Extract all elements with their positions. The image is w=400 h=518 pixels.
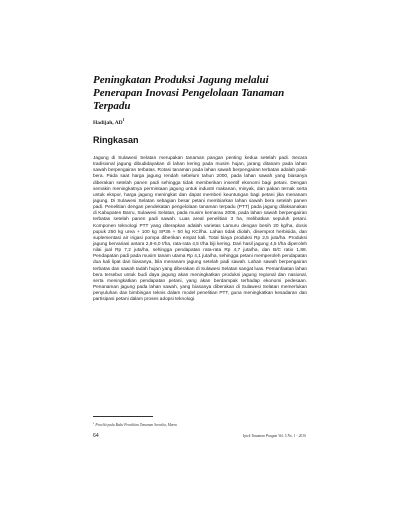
footnote: [93, 421, 177, 427]
footnote-mark: 1: [93, 421, 95, 425]
page-number: 64: [93, 433, 99, 439]
article-author: [93, 117, 125, 126]
author-name: Hadijah, AD: [93, 119, 123, 126]
footnote-divider: [93, 416, 153, 417]
journal-citation: Iptek Tanaman Pangan Vol. 5 No. 1 - 2010: [243, 434, 306, 438]
article-title: Peningkatan Produksi Jagung melalui Penerapan Inovasi Pengelolaan Tanaman Terpadu: [93, 74, 285, 112]
abstract-paragraph: Jagung di Sulawesi Selatan merupakan tanaman pangan penting kedua setelah padi. Secara tradisional jagung dibudidayakan di lahan kering pada musim hujan, jarang ditanam pada lahan sawah berpengairan terbatas. Rotasi tanaman pada lahan sawah berpengairan terbatas adalah padi-bera. Pada saat harga jagung rendah sebelum tahun 2000, pada lahan sawah yang biasanya diberakan setelah panen padi sehingga tidak memberikan insentif ekonomi bagi petani. Dengan semakin meningkatnya permintaan jagung untuk industri makanan, minyak, dan pakan ternak serta untuk ekspor, harga jagung meningkat dan dapat memberi keuntungan bagi petani jika menanam jagung. Di Sulawesi Selatan sebagian besar petani membiarkan lahan sawah bera setelah panen padi. Penelitian dengan pendekatan pengelolaan tanaman terpadu (PTT) pada jagung dilaksanakan di Kabupaten Barru, Sulawesi Selatan, pada musim kemarau 2006, pada lahan sawah berpengairan terbatas setelah panen padi sawah. Luas areal penelitian 3 ha, melibatkan sepuluh petani. Komponen teknologi PTT yang diterapkan adalah varietas Lamuru dengan benih 20 kg/ha, dosis pupuk 250 kg urea + 100 kg SP36 + 50 kg KCl/ha. Lahan tidak diolah, disemprot herbisida, dan suplementasi air irigasi pompa diberikan empat kali. Total biaya produksi Rp 2,5 juta/ha. Produksi jagung bervariasi antara 2,8-6,0 t/ha, rata-rata 4,5 t/ha biji kering. Dari hasil jagung 4,5 t/ha diperoleh nilai jual Rp 7,2 juta/ha, sehingga pendapatan rata-rata Rp 4,7 juta/ha, dan B/C ratio 1,88. Pendapatan padi pada musim tanam utama Rp 4,1 juta/ha, sehingga petani memperoleh pendapatan dua kali lipat dari biasanya, bila menanam jagung setelah padi sawah. Lahan sawah berpengairan terbatas dan sawah tadah hujan yang diberakan di Sulawesi Selatan sangat luas. Pemanfaatan lahan bera tersebut untuk budi daya jagung akan meningkatkan produksi jagung regional dan nasional, serta meningkatkan pendapatan petani, yang akan berdampak terhadap ekonomi pedesaan. Penanaman jagung pada lahan sawah, yang biasanya diberakan di Sulawesi Selatan memerlukan penyuluhan dan bimbingan teknis dalam model penelitian PTT, guna meningkatkan kesadaran dan partisipasi petani dalam proses adopsi teknologi.: [93, 156, 307, 303]
footnote-text: Peneliti pada Balai Penelitian Tanaman Serealia, Maros: [95, 423, 177, 428]
section-heading: Ringkasan: [93, 135, 139, 145]
author-footnote-mark: 1: [122, 117, 125, 122]
